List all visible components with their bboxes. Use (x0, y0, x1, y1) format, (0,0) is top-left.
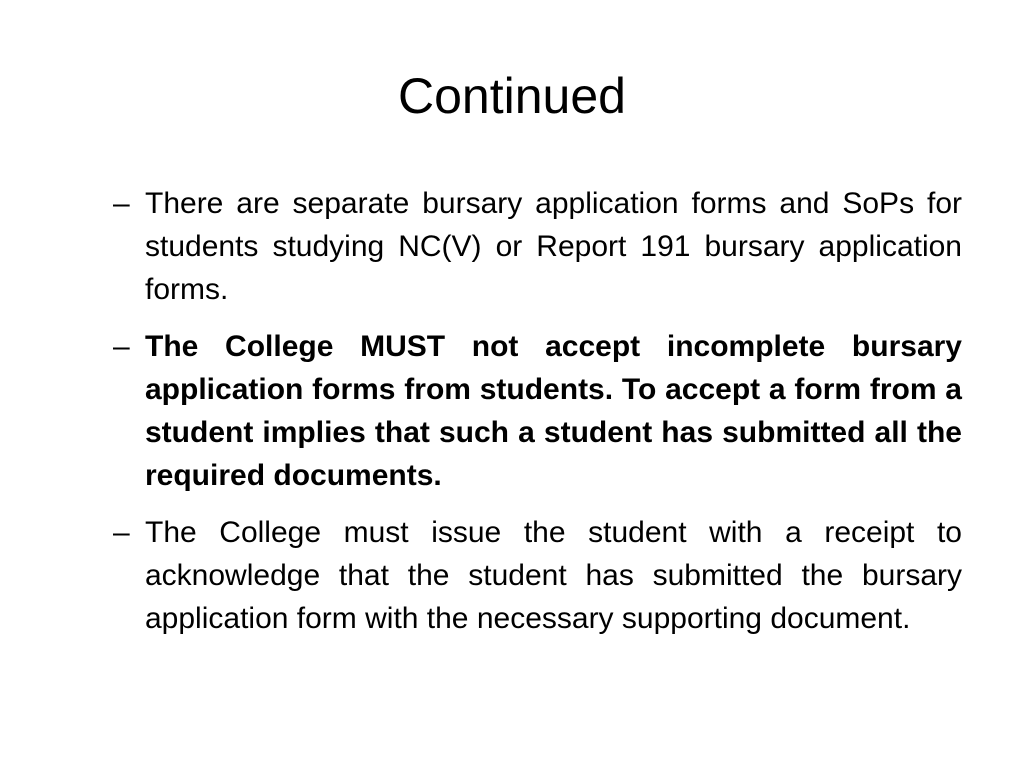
dash-bullet-icon: – (113, 516, 130, 549)
dash-bullet-icon: – (113, 330, 130, 363)
bullet-text: There are separate bursary application forms and SoPs for students studying NC(V) or Report 191 bursary application forms. (145, 187, 962, 306)
bullet-item (113, 325, 962, 497)
bullet-item (113, 182, 962, 311)
bullet-list (113, 182, 962, 654)
bullet-text: The College must issue the student with a receipt to acknowledge that the student has submitted the bursary application form with the necessary supporting document. (145, 516, 962, 635)
bullet-item (113, 511, 962, 640)
dash-bullet-icon: – (113, 187, 130, 220)
slide-title: Continued (398, 68, 626, 124)
bullet-text-emphasized: The College MUST not accept incomplete bursary application forms from students. To accept a form from a student implies that such a student has submitted all the required documents. (145, 330, 962, 492)
